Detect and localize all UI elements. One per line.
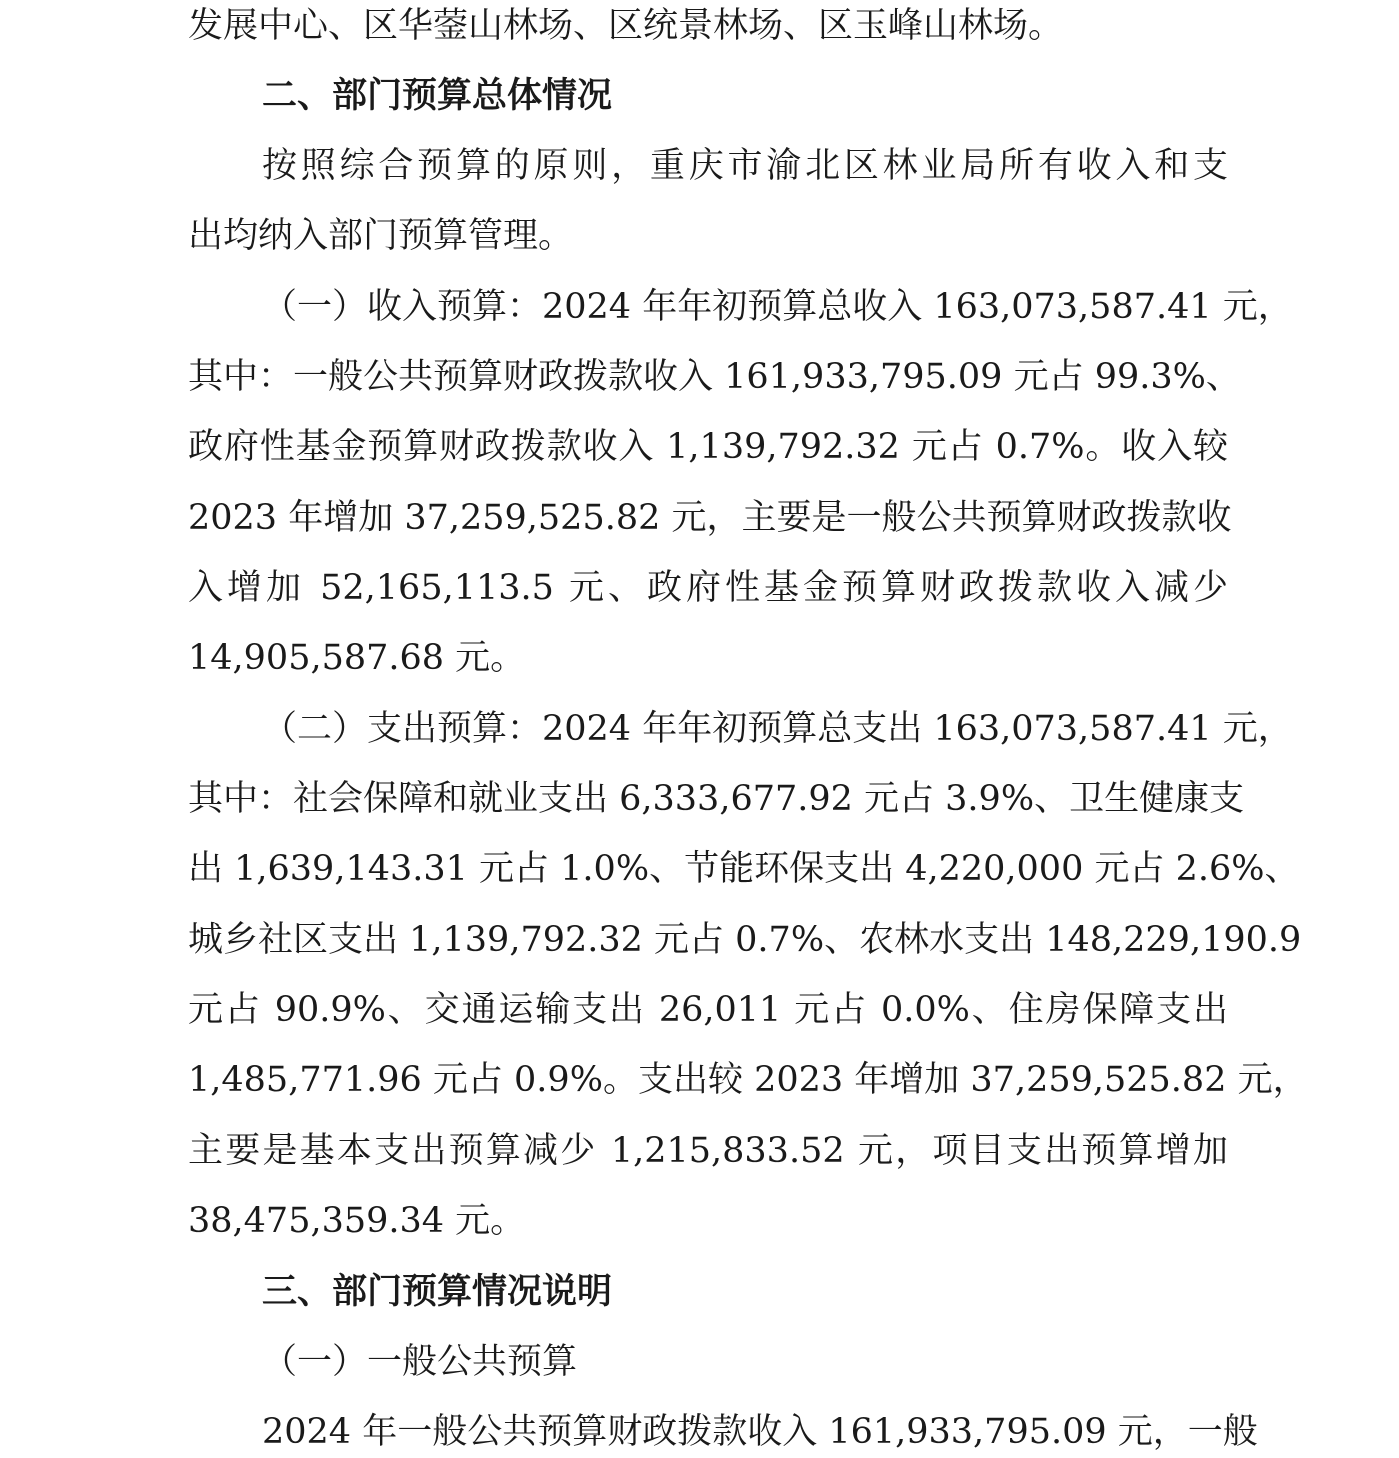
paragraph-expenditure-budget-line-5: 元占 90.9%、交通运输支出 26,011 元占 0.0%、住房保障支出 [188,990,1228,1030]
paragraph-expenditure-budget-line-7: 主要是基本支出预算减少 1,215,833.52 元，项目支出预算增加 [188,1131,1228,1171]
paragraph-expenditure-budget-line-4: 城乡社区支出 1,139,792.32 元占 0.7%、农林水支出 148,229,190.9 [188,920,1302,960]
paragraph-expenditure-budget-line-6: 1,485,771.96 元占 0.9%。支出较 2023 年增加 37,259,525.82 元， [188,1060,1308,1100]
text-line-units-continued: 发展中心、区华蓥山林场、区统景林场、区玉峰山林场。 [188,6,1064,46]
paragraph-income-budget-line-4: 2023 年增加 37,259,525.82 元，主要是一般公共预算财政拨款收 [188,498,1232,538]
paragraph-expenditure-budget-line-3: 出 1,639,143.31 元占 1.0%、节能环保支出 4,220,000 元占 2.6%、 [188,849,1300,889]
paragraph-income-budget-line-1: （一）收入预算：2024 年年初预算总收入 163,073,587.41 元， [262,287,1293,327]
section-heading-budget-explanation: 三、部门预算情况说明 [262,1271,613,1312]
paragraph-comprehensive-budget-line-2: 出均纳入部门预算管理。 [188,216,574,256]
paragraph-income-budget-line-5: 入增加 52,165,113.5 元、政府性基金预算财政拨款收入减少 [188,568,1228,608]
paragraph-general-public-budget-line-1: 2024 年一般公共预算财政拨款收入 161,933,795.09 元，一般 [262,1412,1258,1452]
paragraph-income-budget-line-3: 政府性基金预算财政拨款收入 1,139,792.32 元占 0.7%。收入较 [188,427,1228,467]
paragraph-income-budget-line-6: 14,905,587.68 元。 [188,638,526,678]
paragraph-income-budget-line-2: 其中：一般公共预算财政拨款收入 161,933,795.09 元占 99.3%、 [188,357,1241,397]
paragraph-expenditure-budget-line-8: 38,475,359.34 元。 [188,1201,526,1241]
paragraph-comprehensive-budget-line-1: 按照综合预算的原则，重庆市渝北区林业局所有收入和支 [262,146,1228,186]
subheading-general-public-budget: （一）一般公共预算 [262,1342,578,1382]
paragraph-expenditure-budget-line-1: （二）支出预算：2024 年年初预算总支出 163,073,587.41 元， [262,709,1293,749]
paragraph-expenditure-budget-line-2: 其中：社会保障和就业支出 6,333,677.92 元占 3.9%、卫生健康支 [188,779,1245,819]
section-heading-overall-budget: 二、部门预算总体情况 [262,75,613,116]
